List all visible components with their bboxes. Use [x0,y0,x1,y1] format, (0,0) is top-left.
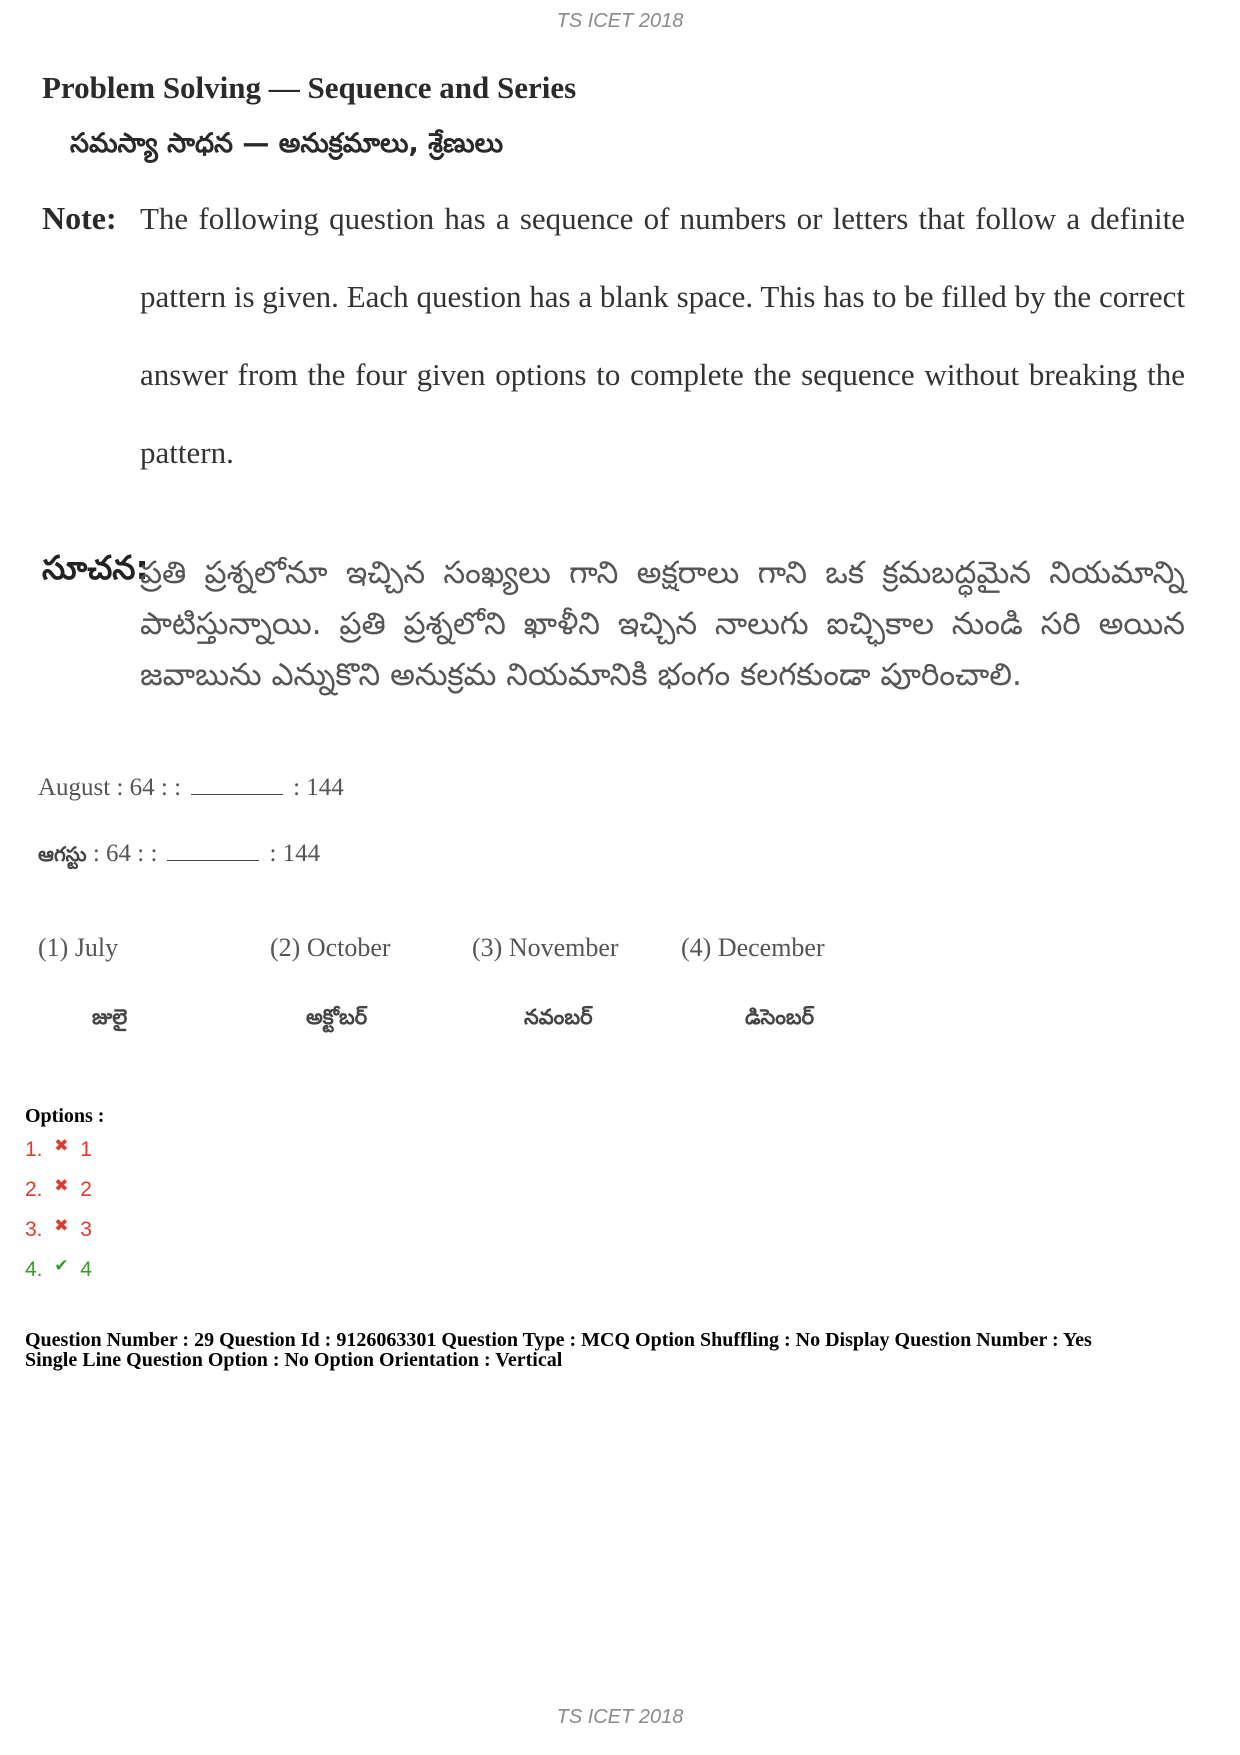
telugu-note-label: సూచన: [42,548,149,587]
choice-label: (2) October [270,933,391,962]
answer-blank [191,772,283,795]
question-word-telugu: ఆగస్టు [38,842,87,866]
question-line-english [38,772,344,802]
option-number: 4. [25,1258,43,1281]
question-word: August [38,774,111,801]
option-number: 1. [25,1138,43,1161]
note-text: The following question has a sequence of numbers or letters that follow a definite pattern is given. Each question has a blank space. This has to be filled by the correct answer from the four given options to complete the sequence without breaking the pattern. [140,201,1185,470]
option-value: 1 [80,1138,92,1161]
choice-telugu: నవంబర్ [524,1005,593,1029]
choice-label: (3) November [472,933,619,962]
choice-telugu: అక్టోబర్ [306,1005,368,1029]
answer-blank [167,838,259,861]
question-sep: : 64 : : [92,840,158,867]
option-item [25,1216,92,1242]
option-value: 3 [80,1218,92,1241]
telugu-note-text: ప్రతి ప్రశ్నలోనూ ఇచ్చిన సంఖ్యలు గాని అక్షరాలు గాని ఒక క్రమబద్ధమైన నియమాన్ని పాటిస్తున్నాయి. ప్రతి ప్రశ్నలోని ఖాళీని ఇచ్చిన నాలుగు ఐచ్ఛికాల నుండి సరి అయిన జవాబును ఎన్నుకొని అనుక్రమ నియమానికి భంగం కలగకుండా పూరించాలి. [140,555,1185,693]
option-item [25,1256,92,1282]
choice-label: (1) July [38,933,119,962]
option-item [25,1176,92,1202]
choice-telugu: డిసెంబర్ [745,1005,815,1029]
question-sep: : 64 : : [116,774,182,801]
option-number: 3. [25,1218,43,1241]
section-title: Problem Solving — Sequence and Series [42,70,577,105]
page-header: TS ICET 2018 [556,10,684,32]
question-end: : 144 [269,840,321,867]
options-label: Options : [25,1105,105,1127]
metadata-line-2: Single Line Question Option : No Option Orientation : Vertical [25,1349,563,1371]
cross-icon: ✖ [54,1176,69,1195]
choice-label: (4) December [681,933,825,962]
check-icon: ✔ [54,1256,69,1275]
note-label: Note: [42,200,117,236]
choice-telugu: జులై [92,1005,128,1029]
option-number: 2. [25,1178,43,1201]
section-title-telugu: సమస్యా సాధన — అనుక్రమాలు, శ్రేణులు [70,128,504,159]
cross-icon: ✖ [54,1216,69,1235]
option-value: 4 [80,1258,92,1281]
question-metadata [25,1330,1215,1370]
option-value: 2 [80,1178,92,1201]
question-end: : 144 [293,774,344,801]
metadata-line-1: Question Number : 29 Question Id : 9126063301 Question Type : MCQ Option Shuffling : No Display Question Number : Yes [25,1329,1092,1351]
question-line-telugu [38,838,320,871]
option-item [25,1136,92,1162]
page-footer: TS ICET 2018 [556,1706,684,1728]
cross-icon: ✖ [54,1136,69,1155]
